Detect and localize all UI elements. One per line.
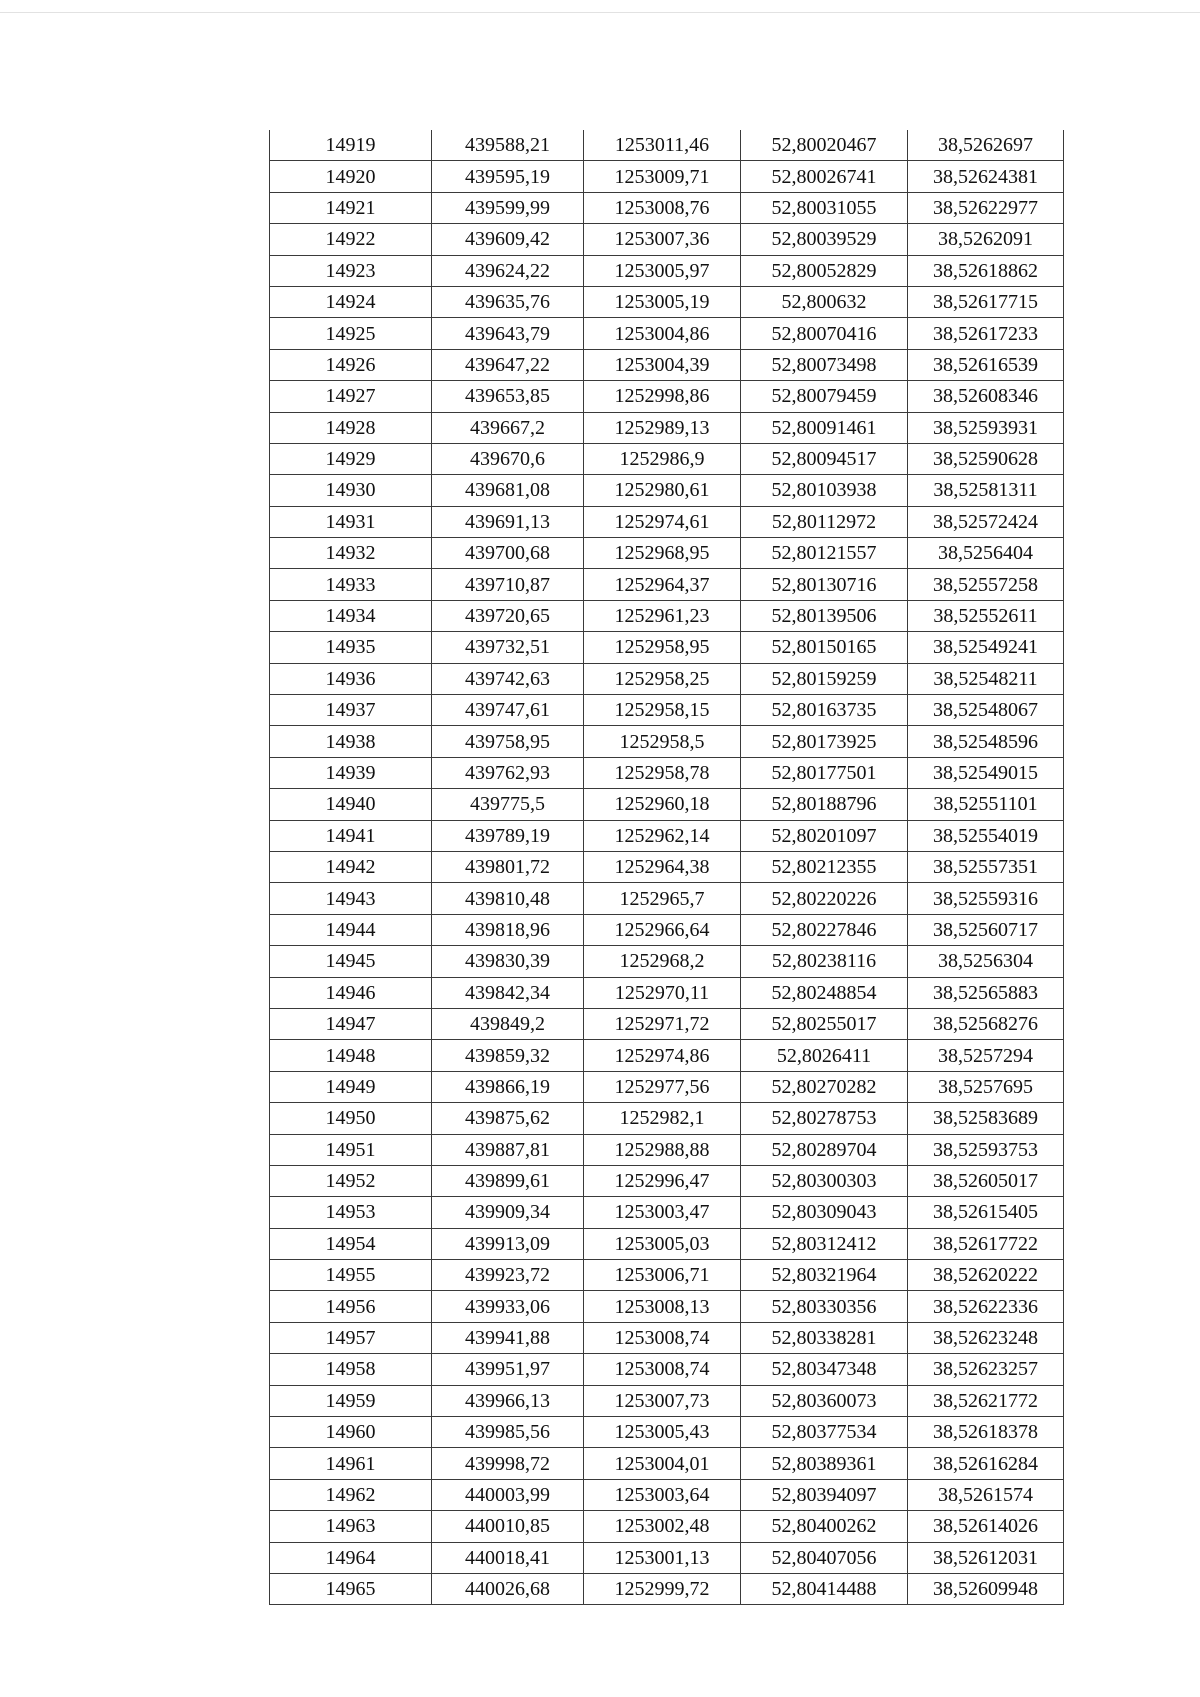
- y-coordinate-cell: 1253005,43: [584, 1417, 741, 1448]
- latitude-cell: 52,80177501: [741, 757, 908, 788]
- y-coordinate-cell: 1252958,78: [584, 757, 741, 788]
- table-row: [270, 412, 1064, 443]
- y-coordinate-cell: 1252958,15: [584, 695, 741, 726]
- x-coordinate-cell: 439643,79: [432, 318, 584, 349]
- y-coordinate-cell: 1253008,13: [584, 1291, 741, 1322]
- y-coordinate-cell: 1252998,86: [584, 381, 741, 412]
- table-row: [270, 381, 1064, 412]
- latitude-cell: 52,80139506: [741, 600, 908, 631]
- table-row: [270, 443, 1064, 474]
- point-number-cell: 14958: [270, 1354, 432, 1385]
- latitude-cell: 52,80289704: [741, 1134, 908, 1165]
- longitude-cell: 38,52551101: [908, 789, 1064, 820]
- point-number-cell: 14921: [270, 192, 432, 223]
- latitude-cell: 52,8026411: [741, 1040, 908, 1071]
- y-coordinate-cell: 1252960,18: [584, 789, 741, 820]
- x-coordinate-cell: 439951,97: [432, 1354, 584, 1385]
- longitude-cell: 38,52548596: [908, 726, 1064, 757]
- latitude-cell: 52,80309043: [741, 1197, 908, 1228]
- table-row: [270, 569, 1064, 600]
- coordinates-table-body: [270, 130, 1064, 1605]
- longitude-cell: 38,5262697: [908, 130, 1064, 161]
- x-coordinate-cell: 439742,63: [432, 663, 584, 694]
- latitude-cell: 52,80112972: [741, 506, 908, 537]
- longitude-cell: 38,52615405: [908, 1197, 1064, 1228]
- point-number-cell: 14932: [270, 538, 432, 569]
- latitude-cell: 52,80094517: [741, 443, 908, 474]
- x-coordinate-cell: 439599,99: [432, 192, 584, 223]
- latitude-cell: 52,80347348: [741, 1354, 908, 1385]
- point-number-cell: 14946: [270, 977, 432, 1008]
- y-coordinate-cell: 1252988,88: [584, 1134, 741, 1165]
- point-number-cell: 14933: [270, 569, 432, 600]
- latitude-cell: 52,80330356: [741, 1291, 908, 1322]
- latitude-cell: 52,80377534: [741, 1417, 908, 1448]
- point-number-cell: 14930: [270, 475, 432, 506]
- x-coordinate-cell: 439913,09: [432, 1228, 584, 1259]
- y-coordinate-cell: 1252974,86: [584, 1040, 741, 1071]
- point-number-cell: 14960: [270, 1417, 432, 1448]
- y-coordinate-cell: 1252999,72: [584, 1573, 741, 1604]
- longitude-cell: 38,52593753: [908, 1134, 1064, 1165]
- table-row: [270, 1008, 1064, 1039]
- y-coordinate-cell: 1253009,71: [584, 161, 741, 192]
- point-number-cell: 14947: [270, 1008, 432, 1039]
- point-number-cell: 14962: [270, 1479, 432, 1510]
- point-number-cell: 14951: [270, 1134, 432, 1165]
- point-number-cell: 14956: [270, 1291, 432, 1322]
- y-coordinate-cell: 1252986,9: [584, 443, 741, 474]
- longitude-cell: 38,52614026: [908, 1511, 1064, 1542]
- x-coordinate-cell: 439747,61: [432, 695, 584, 726]
- point-number-cell: 14923: [270, 255, 432, 286]
- y-coordinate-cell: 1253008,74: [584, 1354, 741, 1385]
- latitude-cell: 52,80400262: [741, 1511, 908, 1542]
- point-number-cell: 14953: [270, 1197, 432, 1228]
- longitude-cell: 38,52552611: [908, 600, 1064, 631]
- x-coordinate-cell: 439775,5: [432, 789, 584, 820]
- latitude-cell: 52,80414488: [741, 1573, 908, 1604]
- y-coordinate-cell: 1252964,37: [584, 569, 741, 600]
- x-coordinate-cell: 439866,19: [432, 1071, 584, 1102]
- longitude-cell: 38,5256304: [908, 946, 1064, 977]
- x-coordinate-cell: 439985,56: [432, 1417, 584, 1448]
- longitude-cell: 38,52608346: [908, 381, 1064, 412]
- longitude-cell: 38,52549015: [908, 757, 1064, 788]
- longitude-cell: 38,52624381: [908, 161, 1064, 192]
- point-number-cell: 14955: [270, 1260, 432, 1291]
- y-coordinate-cell: 1252989,13: [584, 412, 741, 443]
- x-coordinate-cell: 439691,13: [432, 506, 584, 537]
- scan-top-edge: [0, 12, 1200, 13]
- y-coordinate-cell: 1252977,56: [584, 1071, 741, 1102]
- point-number-cell: 14950: [270, 1103, 432, 1134]
- y-coordinate-cell: 1252961,23: [584, 600, 741, 631]
- latitude-cell: 52,80052829: [741, 255, 908, 286]
- table-row: [270, 1417, 1064, 1448]
- longitude-cell: 38,52548067: [908, 695, 1064, 726]
- latitude-cell: 52,80394097: [741, 1479, 908, 1510]
- x-coordinate-cell: 439830,39: [432, 946, 584, 977]
- y-coordinate-cell: 1253005,97: [584, 255, 741, 286]
- longitude-cell: 38,52620222: [908, 1260, 1064, 1291]
- latitude-cell: 52,80212355: [741, 851, 908, 882]
- x-coordinate-cell: 439789,19: [432, 820, 584, 851]
- latitude-cell: 52,80163735: [741, 695, 908, 726]
- longitude-cell: 38,52616539: [908, 349, 1064, 380]
- latitude-cell: 52,80248854: [741, 977, 908, 1008]
- table-row: [270, 695, 1064, 726]
- latitude-cell: 52,80130716: [741, 569, 908, 600]
- y-coordinate-cell: 1252965,7: [584, 883, 741, 914]
- y-coordinate-cell: 1252996,47: [584, 1165, 741, 1196]
- point-number-cell: 14949: [270, 1071, 432, 1102]
- table-row: [270, 1165, 1064, 1196]
- longitude-cell: 38,5261574: [908, 1479, 1064, 1510]
- y-coordinate-cell: 1252980,61: [584, 475, 741, 506]
- x-coordinate-cell: 439732,51: [432, 632, 584, 663]
- table-row: [270, 914, 1064, 945]
- y-coordinate-cell: 1252974,61: [584, 506, 741, 537]
- table-row: [270, 255, 1064, 286]
- x-coordinate-cell: 439818,96: [432, 914, 584, 945]
- table-row: [270, 757, 1064, 788]
- latitude-cell: 52,80278753: [741, 1103, 908, 1134]
- longitude-cell: 38,52623257: [908, 1354, 1064, 1385]
- point-number-cell: 14928: [270, 412, 432, 443]
- table-row: [270, 977, 1064, 1008]
- latitude-cell: 52,80070416: [741, 318, 908, 349]
- point-number-cell: 14957: [270, 1322, 432, 1353]
- y-coordinate-cell: 1253007,36: [584, 224, 741, 255]
- latitude-cell: 52,80270282: [741, 1071, 908, 1102]
- table-row: [270, 851, 1064, 882]
- y-coordinate-cell: 1253004,01: [584, 1448, 741, 1479]
- latitude-cell: 52,80227846: [741, 914, 908, 945]
- table-row: [270, 1291, 1064, 1322]
- latitude-cell: 52,80121557: [741, 538, 908, 569]
- y-coordinate-cell: 1253003,47: [584, 1197, 741, 1228]
- x-coordinate-cell: 439762,93: [432, 757, 584, 788]
- x-coordinate-cell: 439849,2: [432, 1008, 584, 1039]
- point-number-cell: 14920: [270, 161, 432, 192]
- table-row: [270, 1103, 1064, 1134]
- x-coordinate-cell: 439933,06: [432, 1291, 584, 1322]
- latitude-cell: 52,80091461: [741, 412, 908, 443]
- y-coordinate-cell: 1253011,46: [584, 130, 741, 161]
- x-coordinate-cell: 439887,81: [432, 1134, 584, 1165]
- table-row: [270, 1260, 1064, 1291]
- y-coordinate-cell: 1252964,38: [584, 851, 741, 882]
- y-coordinate-cell: 1253006,71: [584, 1260, 741, 1291]
- x-coordinate-cell: 439923,72: [432, 1260, 584, 1291]
- longitude-cell: 38,52623248: [908, 1322, 1064, 1353]
- latitude-cell: 52,80360073: [741, 1385, 908, 1416]
- y-coordinate-cell: 1253007,73: [584, 1385, 741, 1416]
- x-coordinate-cell: 439710,87: [432, 569, 584, 600]
- longitude-cell: 38,52548211: [908, 663, 1064, 694]
- table-row: [270, 600, 1064, 631]
- latitude-cell: 52,80312412: [741, 1228, 908, 1259]
- x-coordinate-cell: 439966,13: [432, 1385, 584, 1416]
- point-number-cell: 14940: [270, 789, 432, 820]
- y-coordinate-cell: 1252958,95: [584, 632, 741, 663]
- point-number-cell: 14929: [270, 443, 432, 474]
- longitude-cell: 38,52617715: [908, 286, 1064, 317]
- latitude-cell: 52,80188796: [741, 789, 908, 820]
- x-coordinate-cell: 439667,2: [432, 412, 584, 443]
- latitude-cell: 52,80389361: [741, 1448, 908, 1479]
- x-coordinate-cell: 439635,76: [432, 286, 584, 317]
- table-row: [270, 1071, 1064, 1102]
- point-number-cell: 14931: [270, 506, 432, 537]
- point-number-cell: 14942: [270, 851, 432, 882]
- table-row: [270, 1479, 1064, 1510]
- table-row: [270, 349, 1064, 380]
- x-coordinate-cell: 439875,62: [432, 1103, 584, 1134]
- latitude-cell: 52,800632: [741, 286, 908, 317]
- table-row: [270, 538, 1064, 569]
- y-coordinate-cell: 1252968,2: [584, 946, 741, 977]
- table-row: [270, 1385, 1064, 1416]
- table-row: [270, 1040, 1064, 1071]
- x-coordinate-cell: 439720,65: [432, 600, 584, 631]
- longitude-cell: 38,5257695: [908, 1071, 1064, 1102]
- y-coordinate-cell: 1252958,5: [584, 726, 741, 757]
- longitude-cell: 38,52560717: [908, 914, 1064, 945]
- x-coordinate-cell: 439859,32: [432, 1040, 584, 1071]
- point-number-cell: 14959: [270, 1385, 432, 1416]
- y-coordinate-cell: 1253004,39: [584, 349, 741, 380]
- x-coordinate-cell: 439653,85: [432, 381, 584, 412]
- table-row: [270, 1448, 1064, 1479]
- y-coordinate-cell: 1252982,1: [584, 1103, 741, 1134]
- x-coordinate-cell: 439842,34: [432, 977, 584, 1008]
- table-row: [270, 1511, 1064, 1542]
- latitude-cell: 52,80201097: [741, 820, 908, 851]
- table-row: [270, 946, 1064, 977]
- x-coordinate-cell: 439899,61: [432, 1165, 584, 1196]
- x-coordinate-cell: 439595,19: [432, 161, 584, 192]
- longitude-cell: 38,52565883: [908, 977, 1064, 1008]
- longitude-cell: 38,52590628: [908, 443, 1064, 474]
- y-coordinate-cell: 1253002,48: [584, 1511, 741, 1542]
- longitude-cell: 38,52557258: [908, 569, 1064, 600]
- y-coordinate-cell: 1253008,74: [584, 1322, 741, 1353]
- table-row: [270, 726, 1064, 757]
- point-number-cell: 14964: [270, 1542, 432, 1573]
- point-number-cell: 14938: [270, 726, 432, 757]
- point-number-cell: 14936: [270, 663, 432, 694]
- point-number-cell: 14937: [270, 695, 432, 726]
- x-coordinate-cell: 439624,22: [432, 255, 584, 286]
- table-row: [270, 632, 1064, 663]
- point-number-cell: 14927: [270, 381, 432, 412]
- longitude-cell: 38,52618378: [908, 1417, 1064, 1448]
- y-coordinate-cell: 1253003,64: [584, 1479, 741, 1510]
- table-row: [270, 1197, 1064, 1228]
- y-coordinate-cell: 1253008,76: [584, 192, 741, 223]
- y-coordinate-cell: 1252962,14: [584, 820, 741, 851]
- table-row: [270, 475, 1064, 506]
- y-coordinate-cell: 1252971,72: [584, 1008, 741, 1039]
- longitude-cell: 38,52583689: [908, 1103, 1064, 1134]
- y-coordinate-cell: 1252968,95: [584, 538, 741, 569]
- latitude-cell: 52,80031055: [741, 192, 908, 223]
- x-coordinate-cell: 440010,85: [432, 1511, 584, 1542]
- y-coordinate-cell: 1253004,86: [584, 318, 741, 349]
- longitude-cell: 38,52617233: [908, 318, 1064, 349]
- table-row: [270, 286, 1064, 317]
- longitude-cell: 38,52618862: [908, 255, 1064, 286]
- table-row: [270, 1542, 1064, 1573]
- table-row: [270, 663, 1064, 694]
- point-number-cell: 14954: [270, 1228, 432, 1259]
- x-coordinate-cell: 439681,08: [432, 475, 584, 506]
- latitude-cell: 52,80300303: [741, 1165, 908, 1196]
- longitude-cell: 38,52572424: [908, 506, 1064, 537]
- x-coordinate-cell: 439647,22: [432, 349, 584, 380]
- longitude-cell: 38,52581311: [908, 475, 1064, 506]
- longitude-cell: 38,52593931: [908, 412, 1064, 443]
- latitude-cell: 52,80159259: [741, 663, 908, 694]
- x-coordinate-cell: 439609,42: [432, 224, 584, 255]
- x-coordinate-cell: 439670,6: [432, 443, 584, 474]
- point-number-cell: 14925: [270, 318, 432, 349]
- x-coordinate-cell: 439810,48: [432, 883, 584, 914]
- y-coordinate-cell: 1253001,13: [584, 1542, 741, 1573]
- point-number-cell: 14943: [270, 883, 432, 914]
- table-row: [270, 883, 1064, 914]
- x-coordinate-cell: 439758,95: [432, 726, 584, 757]
- latitude-cell: 52,80079459: [741, 381, 908, 412]
- table-row: [270, 1573, 1064, 1604]
- point-number-cell: 14919: [270, 130, 432, 161]
- table-row: [270, 1228, 1064, 1259]
- longitude-cell: 38,52616284: [908, 1448, 1064, 1479]
- longitude-cell: 38,52549241: [908, 632, 1064, 663]
- latitude-cell: 52,80321964: [741, 1260, 908, 1291]
- table-row: [270, 130, 1064, 161]
- longitude-cell: 38,52605017: [908, 1165, 1064, 1196]
- latitude-cell: 52,80073498: [741, 349, 908, 380]
- longitude-cell: 38,52621772: [908, 1385, 1064, 1416]
- longitude-cell: 38,52609948: [908, 1573, 1064, 1604]
- latitude-cell: 52,80238116: [741, 946, 908, 977]
- y-coordinate-cell: 1252970,11: [584, 977, 741, 1008]
- longitude-cell: 38,52622977: [908, 192, 1064, 223]
- longitude-cell: 38,52612031: [908, 1542, 1064, 1573]
- longitude-cell: 38,5256404: [908, 538, 1064, 569]
- point-number-cell: 14965: [270, 1573, 432, 1604]
- x-coordinate-cell: 439909,34: [432, 1197, 584, 1228]
- point-number-cell: 14963: [270, 1511, 432, 1542]
- latitude-cell: 52,80338281: [741, 1322, 908, 1353]
- longitude-cell: 38,52622336: [908, 1291, 1064, 1322]
- table-row: [270, 161, 1064, 192]
- y-coordinate-cell: 1253005,19: [584, 286, 741, 317]
- latitude-cell: 52,80026741: [741, 161, 908, 192]
- latitude-cell: 52,80173925: [741, 726, 908, 757]
- latitude-cell: 52,80220226: [741, 883, 908, 914]
- x-coordinate-cell: 439801,72: [432, 851, 584, 882]
- latitude-cell: 52,80255017: [741, 1008, 908, 1039]
- x-coordinate-cell: 439998,72: [432, 1448, 584, 1479]
- table-row: [270, 1322, 1064, 1353]
- point-number-cell: 14945: [270, 946, 432, 977]
- longitude-cell: 38,52559316: [908, 883, 1064, 914]
- point-number-cell: 14922: [270, 224, 432, 255]
- table-row: [270, 1134, 1064, 1165]
- x-coordinate-cell: 439941,88: [432, 1322, 584, 1353]
- latitude-cell: 52,80150165: [741, 632, 908, 663]
- longitude-cell: 38,52557351: [908, 851, 1064, 882]
- y-coordinate-cell: 1252958,25: [584, 663, 741, 694]
- point-number-cell: 14934: [270, 600, 432, 631]
- table-row: [270, 224, 1064, 255]
- point-number-cell: 14961: [270, 1448, 432, 1479]
- latitude-cell: 52,80020467: [741, 130, 908, 161]
- table-row: [270, 192, 1064, 223]
- point-number-cell: 14944: [270, 914, 432, 945]
- coordinates-table: [269, 130, 1064, 1605]
- point-number-cell: 14941: [270, 820, 432, 851]
- latitude-cell: 52,80103938: [741, 475, 908, 506]
- table-row: [270, 1354, 1064, 1385]
- longitude-cell: 38,52617722: [908, 1228, 1064, 1259]
- y-coordinate-cell: 1253005,03: [584, 1228, 741, 1259]
- point-number-cell: 14939: [270, 757, 432, 788]
- x-coordinate-cell: 439700,68: [432, 538, 584, 569]
- point-number-cell: 14952: [270, 1165, 432, 1196]
- table-row: [270, 318, 1064, 349]
- longitude-cell: 38,5257294: [908, 1040, 1064, 1071]
- x-coordinate-cell: 440018,41: [432, 1542, 584, 1573]
- x-coordinate-cell: 440026,68: [432, 1573, 584, 1604]
- table-row: [270, 820, 1064, 851]
- longitude-cell: 38,52568276: [908, 1008, 1064, 1039]
- latitude-cell: 52,80407056: [741, 1542, 908, 1573]
- table-row: [270, 506, 1064, 537]
- y-coordinate-cell: 1252966,64: [584, 914, 741, 945]
- point-number-cell: 14924: [270, 286, 432, 317]
- table-row: [270, 789, 1064, 820]
- x-coordinate-cell: 440003,99: [432, 1479, 584, 1510]
- latitude-cell: 52,80039529: [741, 224, 908, 255]
- point-number-cell: 14926: [270, 349, 432, 380]
- longitude-cell: 38,5262091: [908, 224, 1064, 255]
- x-coordinate-cell: 439588,21: [432, 130, 584, 161]
- point-number-cell: 14935: [270, 632, 432, 663]
- point-number-cell: 14948: [270, 1040, 432, 1071]
- longitude-cell: 38,52554019: [908, 820, 1064, 851]
